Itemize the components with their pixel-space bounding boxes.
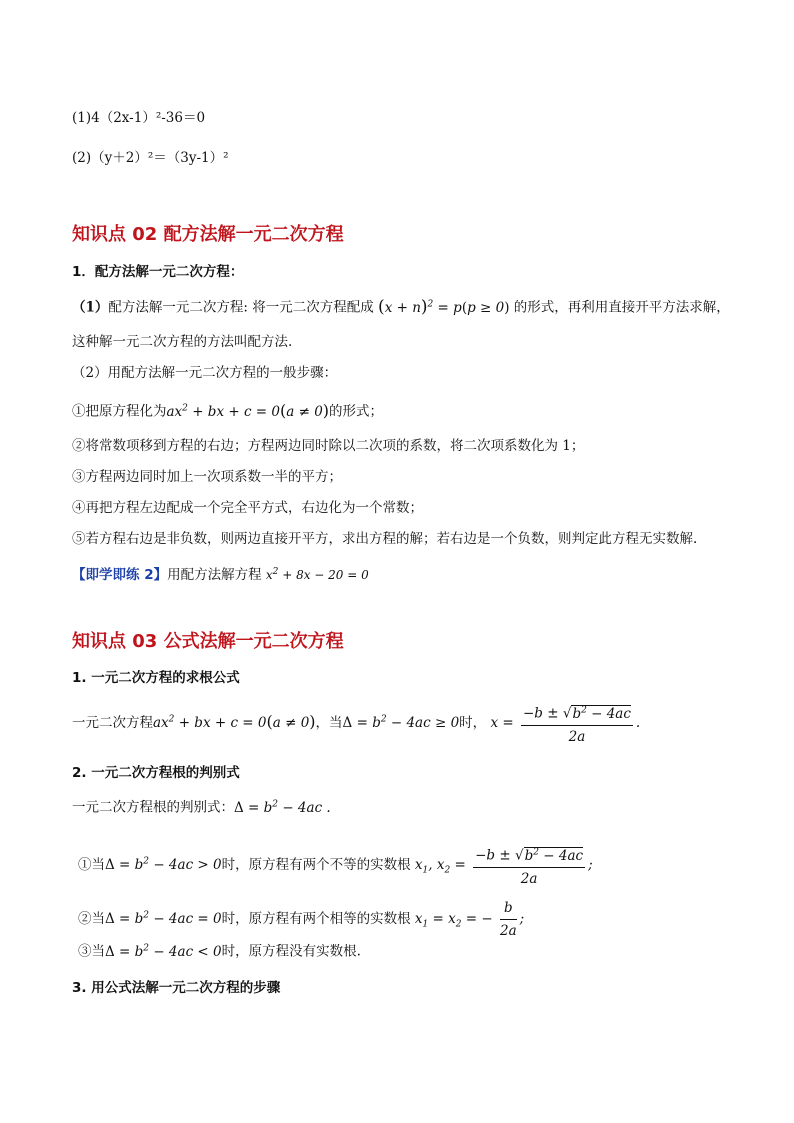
discriminant-text: 一元二次方程根的判别式： [72,799,234,816]
formula-general-form-2: $ax^2$ + bx + c = 0(a ≠ 0) [153,711,316,731]
subheading-discriminant: 2. 一元二次方程根的判别式 [72,765,240,781]
definition-text-b: 的形式，再利用直接开平方法求解， [513,299,730,316]
practice-line [72,562,369,585]
case-zero-text-a: ②当 [78,911,105,927]
exercise-equation-2: (2)（y＋2）²＝（3y-1）² [72,150,229,166]
case-negative-text-a: ③当 [78,943,105,960]
practice-tag: 【即学即练 2】 [72,567,168,583]
step-3: ③方程两边同时加上一次项系数一半的平方； [72,469,342,485]
case-positive [78,842,593,889]
formula-discriminant: $\Delta = b^2 - 4ac$ . [234,799,331,816]
formula-delta-positive: $\Delta = b^2 - 4ac > 0$ [105,856,222,873]
item-marker: （1） [72,299,109,316]
formula-quadratic-roots: x = $\frac{-b \pm √b^2 - 4ac}{2a}$ . [490,715,640,731]
step-1-text-b: 的形式； [329,403,384,420]
formula-discriminant-condition: $\Delta = b^2 - 4ac \ge 0$ [342,714,460,731]
discriminant-line [72,794,331,818]
formula-general-form: $ax^2$ + bx + c = 0(a ≠ 0) [166,400,330,420]
definition-text-c: 这种解一元二次方程的方法叫配方法. [72,334,293,350]
case-zero-text-b: 时，原方程有两个相等的实数根 [221,911,411,927]
case-negative-text-b: 时，原方程没有实数根. [221,943,361,960]
subheading-formula-steps: 3. 用公式法解一元二次方程的步骤 [72,980,281,996]
case-zero [78,898,524,941]
case-positive-text-a: ①当 [78,856,105,873]
formula-delta-zero: $\Delta = b^2 - 4ac = 0$ [105,910,222,927]
practice-equation: $x^2 + 8x - 20 = 0$ [265,567,369,582]
root-formula-line [72,700,640,747]
exercise-equation-1: (1)4（2x-1）²-36＝0 [72,110,206,126]
practice-text: 用配方法解方程 [167,567,262,583]
steps-heading: （2）用配方法解一元二次方程的一般步骤： [72,365,338,381]
step-5: ⑤若方程右边是非负数，则两边直接开平方，求出方程的解；若右边是一个负数，则判定此方程无实数解. [72,531,698,547]
section-title-kp02: 知识点 02 配方法解一元二次方程 [72,224,344,245]
formula-delta-negative: $\Delta = b^2 - 4ac < 0$ [105,943,222,960]
root-formula-text-a: 一元二次方程 [72,714,153,731]
case-positive-text-b: 时，原方程有两个不等的实数根 [221,856,411,873]
root-formula-text-c: 时， [459,714,487,731]
step-1 [72,398,383,422]
formula-equal-roots: $x_1 = x_2$ = − $\frac{b}{2a}$ ; [414,900,525,939]
step-4: ④再把方程左边配成一个完全平方式，右边化为一个常数； [72,500,423,516]
formula-two-roots: $x_1$, $x_2$ = $\frac{-b \pm √b^2 - 4ac}{2a}$ ; [415,857,593,873]
step-2: ②将常数项移到方程的右边；方程两边同时除以二次项的系数，将二次项系数化为 1； [72,438,585,454]
paragraph-definition [72,294,730,318]
root-formula-text-b: ，当 [315,714,343,731]
case-negative [78,938,361,962]
formula-square-form: $(x + n)^2 = p(p \ge 0)$ [378,296,510,317]
subheading-root-formula: 1. 一元二次方程的求根公式 [72,670,240,686]
section-title-kp03: 知识点 03 公式法解一元二次方程 [72,631,344,652]
subheading-completing-square: 1．配方法解一元二次方程： [72,264,244,280]
step-1-text-a: ①把原方程化为 [72,403,167,420]
definition-text-a: 配方法解一元二次方程: 将一元二次方程配成 [108,299,374,316]
